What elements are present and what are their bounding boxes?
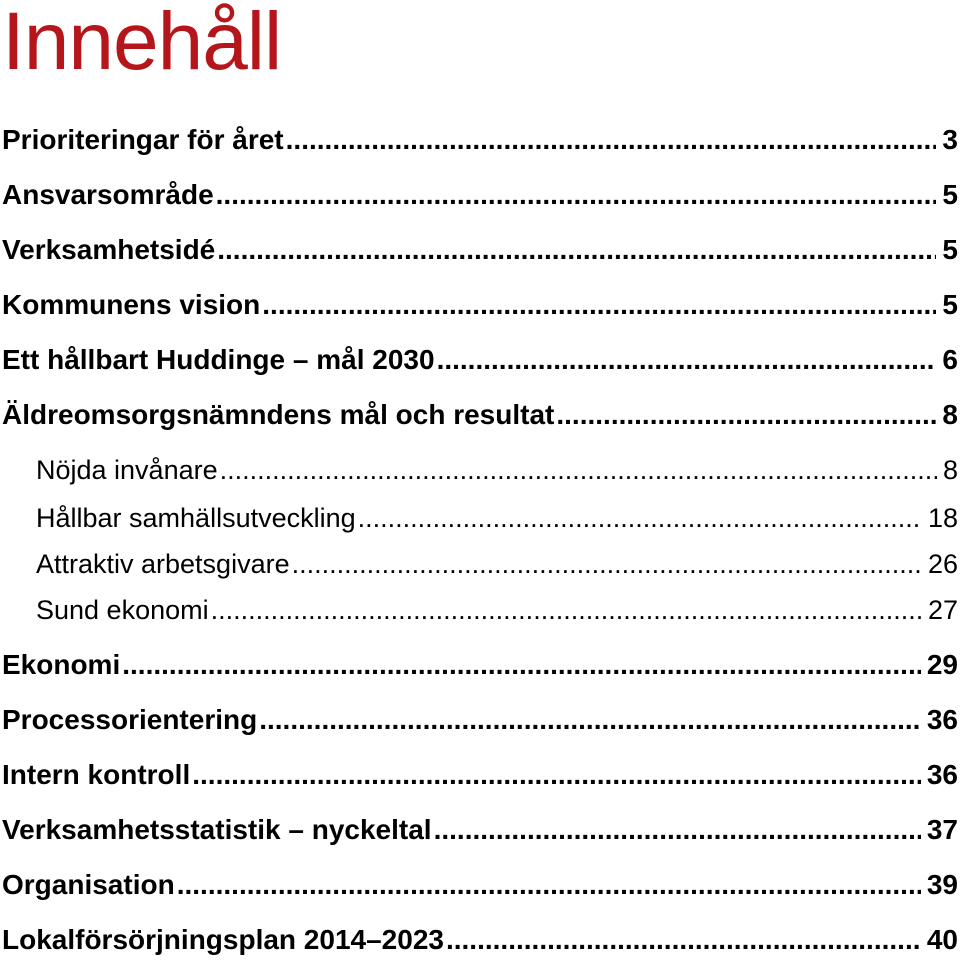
toc-entry-page: 27 bbox=[927, 595, 958, 625]
toc-entry[interactable] bbox=[2, 920, 958, 960]
toc-entry-page: 36 bbox=[926, 704, 958, 735]
page-title: Innehåll bbox=[2, 0, 282, 87]
toc-subentry[interactable] bbox=[36, 451, 958, 489]
toc-entry[interactable] bbox=[2, 645, 958, 685]
toc-entry-page: 8 bbox=[942, 399, 958, 430]
toc-entry-label: Processorientering bbox=[2, 704, 258, 735]
toc-leader-dots bbox=[446, 920, 921, 960]
toc-entry[interactable] bbox=[2, 810, 958, 850]
toc-entry[interactable] bbox=[2, 395, 958, 435]
toc-subentry[interactable] bbox=[36, 545, 958, 583]
toc-leader-dots bbox=[177, 865, 921, 905]
toc-entry-label: Lokalförsörjningsplan 2014–2023 bbox=[2, 924, 444, 955]
toc-leader-dots bbox=[262, 285, 936, 325]
toc-entry[interactable] bbox=[2, 755, 958, 795]
toc-leader-dots bbox=[286, 120, 937, 160]
toc-entry-label: Verksamhetsidé bbox=[2, 234, 216, 265]
toc-leader-dots bbox=[437, 340, 937, 380]
toc-entry-page: 8 bbox=[942, 455, 958, 485]
toc-leader-dots bbox=[192, 755, 921, 795]
toc-entry[interactable] bbox=[2, 175, 958, 215]
toc-entry-label: Verksamhetsstatistik – nyckeltal bbox=[2, 814, 432, 845]
toc-entry[interactable] bbox=[2, 230, 958, 270]
toc-subentry[interactable] bbox=[36, 591, 958, 629]
toc-entry-label: Kommunens vision bbox=[2, 289, 261, 320]
toc-leader-dots bbox=[216, 175, 937, 215]
toc-entry[interactable] bbox=[2, 285, 958, 325]
toc-entry-page: 29 bbox=[926, 649, 958, 680]
toc-entry-page: 26 bbox=[927, 549, 958, 579]
toc-leader-dots bbox=[259, 700, 921, 740]
toc-entry-page: 40 bbox=[926, 924, 958, 955]
toc-entry-label: Nöjda invånare bbox=[36, 455, 218, 485]
toc-entry-page: 5 bbox=[942, 289, 958, 320]
toc-leader-dots bbox=[292, 545, 922, 583]
toc-entry-label: Organisation bbox=[2, 869, 175, 900]
toc-entry[interactable] bbox=[2, 700, 958, 740]
toc-entry-page: 5 bbox=[942, 234, 958, 265]
toc-leader-dots bbox=[556, 395, 936, 435]
toc-entry-page: 5 bbox=[942, 179, 958, 210]
toc-entry-label: Ansvarsområde bbox=[2, 179, 214, 210]
toc-entry[interactable] bbox=[2, 340, 958, 380]
toc-entry-label: Attraktiv arbetsgivare bbox=[36, 549, 290, 579]
toc-entry-label: Prioriteringar för året bbox=[2, 124, 284, 155]
toc-entry[interactable] bbox=[2, 865, 958, 905]
toc-entry-label: Ett hållbart Huddinge – mål 2030 bbox=[2, 344, 435, 375]
toc-entry-label: Sund ekonomi bbox=[36, 595, 209, 625]
toc-leader-dots bbox=[122, 645, 921, 685]
toc-entry-label: Äldreomsorgsnämndens mål och resultat bbox=[2, 399, 555, 430]
toc-entry-page: 39 bbox=[926, 869, 958, 900]
toc-entry[interactable] bbox=[2, 120, 958, 160]
toc-entry-page: 6 bbox=[942, 344, 958, 375]
toc-leader-dots bbox=[220, 451, 937, 489]
toc-leader-dots bbox=[358, 499, 922, 537]
toc-subentry[interactable] bbox=[36, 499, 958, 537]
toc-entry-label: Hållbar samhällsutveckling bbox=[36, 503, 356, 533]
toc-leader-dots bbox=[217, 230, 936, 270]
toc-entry-page: 36 bbox=[926, 759, 958, 790]
toc-leader-dots bbox=[211, 591, 922, 629]
toc-entry-page: 18 bbox=[927, 503, 958, 533]
toc-entry-label: Ekonomi bbox=[2, 649, 121, 680]
toc-entry-page: 37 bbox=[926, 814, 958, 845]
toc-entry-label: Intern kontroll bbox=[2, 759, 191, 790]
toc-leader-dots bbox=[434, 810, 921, 850]
toc-entry-page: 3 bbox=[942, 124, 958, 155]
